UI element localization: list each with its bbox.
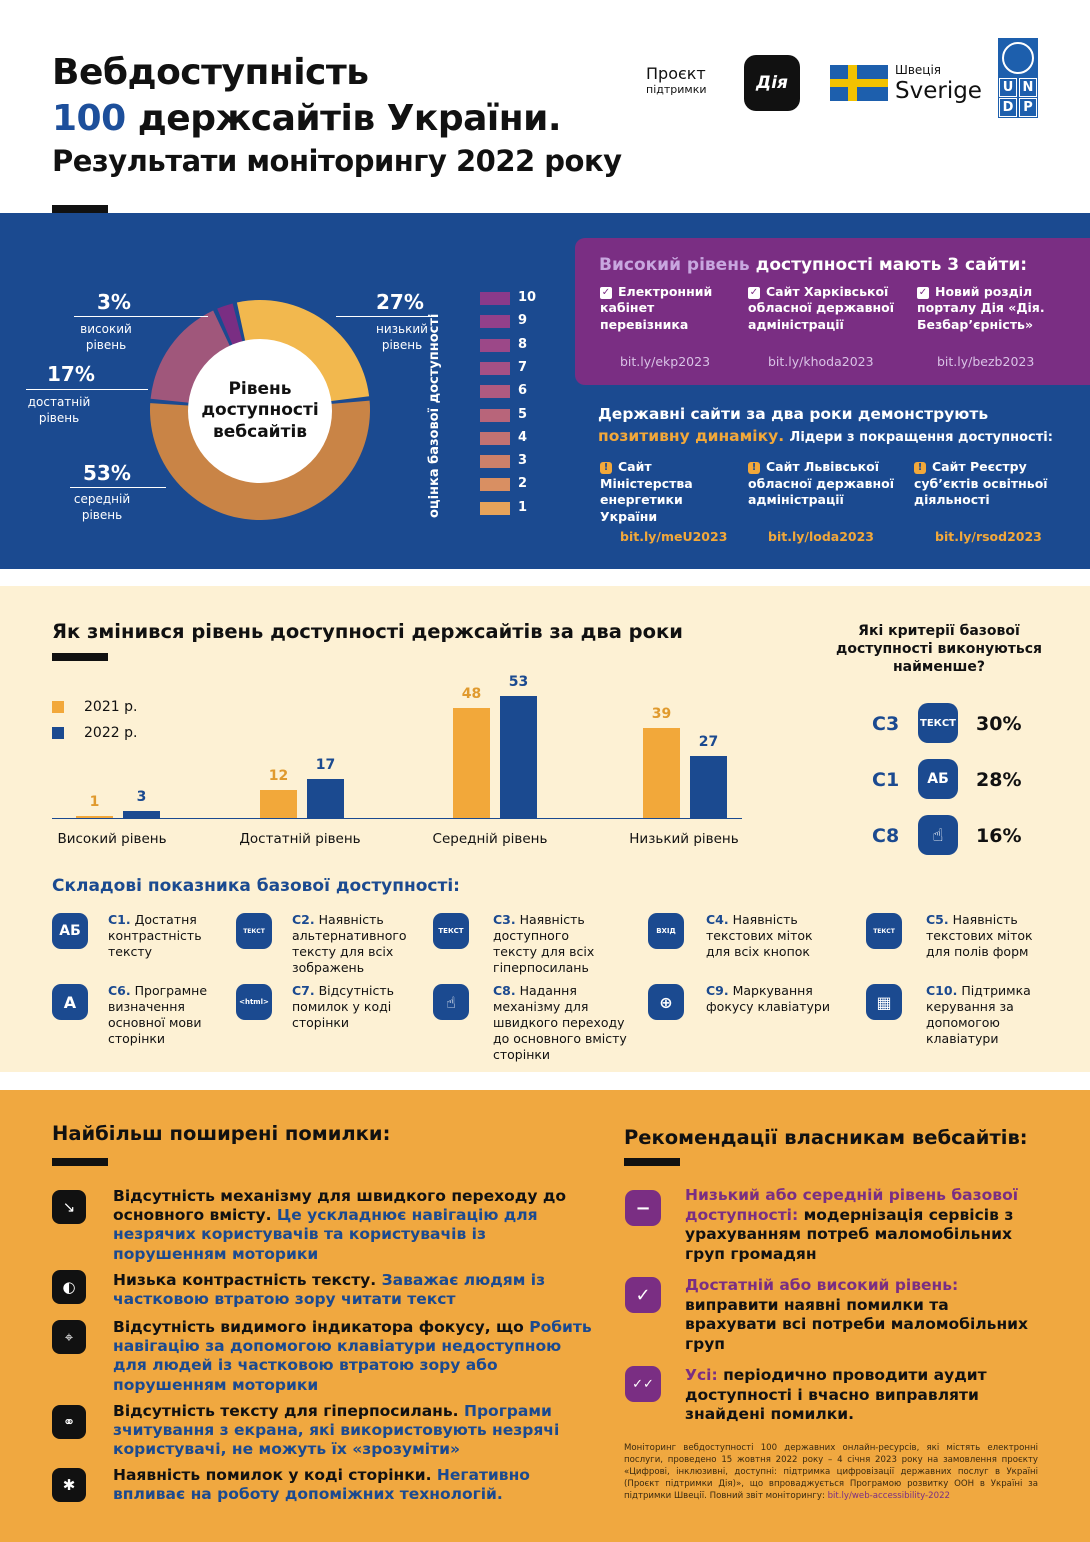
- warning-icon: !: [600, 462, 612, 474]
- component-code: C10.: [926, 983, 958, 998]
- scale-swatch: [480, 432, 510, 445]
- component-item: [108, 912, 218, 960]
- scale-swatch: [480, 292, 510, 305]
- title-line-2: [52, 98, 561, 139]
- legend-swatch-2021: [52, 701, 64, 713]
- scale-swatch: [480, 339, 510, 352]
- leader-line: [336, 316, 432, 317]
- project-label-main: Проєкт: [646, 64, 706, 83]
- component-code: C5.: [926, 912, 949, 927]
- chart-baseline: [52, 818, 742, 819]
- high-site-link[interactable]: bit.ly/khoda2023: [768, 354, 874, 369]
- errors-title: Найбільш поширені помилки:: [52, 1122, 391, 1145]
- component-code: C6.: [108, 983, 131, 998]
- undp-letter: P: [1019, 98, 1037, 117]
- error-explanation: Це ускладнює навігацію для незрячих користувачів та користувачів із порушенням моторики: [113, 1206, 538, 1263]
- donut-pct-medium: 53%: [83, 461, 131, 485]
- scale-swatch: [480, 385, 510, 398]
- scale-swatch: [480, 362, 510, 375]
- bar-2021: [260, 790, 297, 818]
- skip-link-icon: ↘: [52, 1190, 86, 1224]
- donut-label-sufficient: достатній рівень: [27, 395, 91, 425]
- scale-number: 4: [518, 429, 528, 445]
- section-underline: [52, 1158, 108, 1166]
- dynamics-title: [598, 404, 1053, 447]
- component-text: Підтримка керування за допомогою клавіатури: [926, 983, 1031, 1046]
- report-link[interactable]: bit.ly/web-accessibility-2022: [827, 1491, 951, 1502]
- scale-title: оцінка базової доступності: [427, 313, 442, 518]
- component-text: Програмне визначення основної мови сторінки: [108, 983, 208, 1046]
- section-underline: [52, 653, 108, 661]
- minus-icon: −: [625, 1190, 661, 1226]
- recommendation-item: [685, 1366, 1045, 1425]
- leader-site-item: [748, 459, 898, 509]
- donut-label-low: низький рівень: [376, 322, 428, 352]
- donut-label-high: високий рівень: [80, 322, 132, 352]
- criteria-code: C3: [872, 713, 900, 735]
- error-bold: Наявність помилок у коді сторінки.: [113, 1466, 432, 1484]
- warning-icon: !: [914, 462, 926, 474]
- project-label-sub: підтримки: [646, 83, 707, 96]
- sweden-label-big: Sverige: [895, 78, 982, 104]
- leader-line: [70, 487, 166, 488]
- footnote-text: Моніторинг вебдоступності 100 державних онлайн-ресурсів, які містять електронні послуги, проведено 15 жовтня 2022 року – 4 січня 2023 року на замовлення проєкту «Цифрові, інклюзивні, доступні: підтримка цифровізації державних послуг в Україні (Проєкт підтримки Дія)», що впроваджується Програмою розвитку ООН в Україні за підтримки Швеції. Повний звіт моніторингу:: [624, 1443, 1038, 1502]
- recommendation-text: періодично проводити аудит доступності і вчасно виправляти знайдені помилки.: [685, 1366, 987, 1424]
- category-label: Високий рівень: [57, 831, 167, 847]
- high-level-title-rest: доступності мають 3 сайти:: [755, 255, 1028, 275]
- error-explanation: Робить навігацію за допомогою клавіатури недоступною для людей із частковою втратою зору або порушенням моторики: [113, 1318, 592, 1394]
- sweden-label-small: Швеція: [895, 63, 942, 77]
- leader-site-text: Сайт Реєстру суб’єктів освітньої діяльності: [914, 459, 1048, 507]
- bar-2022: [123, 811, 160, 818]
- form-field-label-icon: ТЕКСТ: [866, 913, 902, 949]
- scale-number: 10: [518, 290, 537, 305]
- contrast-letters-icon: АБ: [918, 759, 958, 799]
- legend-swatch-2022: [52, 727, 64, 739]
- high-site-text: Сайт Харківської обласної державної адміністрації: [748, 284, 894, 332]
- check-icon: ✓: [918, 287, 928, 298]
- recommendation-text: модернізація сервісів з урахуванням потреб маломобільних груп громадян: [685, 1205, 1014, 1263]
- title-line-1: Вебдоступність: [52, 52, 369, 93]
- component-text: Відсутність помилок у коді сторінки: [292, 983, 395, 1030]
- scale-swatch: [480, 478, 510, 491]
- donut-center-label: Рівень доступності вебсайтів: [188, 339, 332, 483]
- component-text: Наявність текстових міток для всіх кнопок: [706, 912, 813, 959]
- leader-line: [74, 316, 208, 317]
- component-code: C3.: [493, 912, 516, 927]
- criteria-code: C1: [872, 769, 900, 791]
- pointer-hand-icon: ☝: [433, 984, 469, 1020]
- dynamics-title-b: Лідери з покращення доступності:: [789, 429, 1053, 445]
- bar-value-label: 53: [508, 674, 529, 690]
- criteria-question: Які критерії базової доступності виконуються найменше?: [836, 623, 1042, 676]
- criteria-pct: 28%: [976, 769, 1022, 791]
- recommendation-level: Достатній або високий рівень:: [685, 1276, 959, 1294]
- bar-2021: [643, 728, 680, 818]
- component-text: Надання механізму для швидкого переходу до основного вмісту сторінки: [493, 983, 627, 1062]
- high-level-title-highlight: Високий рівень: [599, 255, 750, 275]
- scale-swatch: [480, 502, 510, 515]
- leader-site-link[interactable]: bit.ly/meU2023: [620, 529, 728, 544]
- recommendation-level: Усі:: [685, 1366, 718, 1384]
- diia-logo: Дія: [744, 55, 800, 111]
- recommendation-level: Низький або середній рівень базової доступності:: [685, 1186, 1019, 1224]
- error-bold: Відсутність видимого індикатора фокусу, що: [113, 1318, 524, 1336]
- check-icon: ✓: [749, 287, 759, 298]
- bar-value-label: 3: [136, 789, 147, 806]
- bar-value-label: 1: [89, 793, 100, 810]
- bar-value-label: 27: [698, 733, 719, 750]
- keyboard-icon: ▦: [866, 984, 902, 1020]
- scale-swatch: [480, 409, 510, 422]
- legend-label-2021: 2021 р.: [84, 699, 138, 715]
- bar-value-label: 48: [461, 685, 482, 702]
- category-label: Низький рівень: [629, 831, 739, 847]
- title-underline: [52, 205, 108, 213]
- component-item: [292, 912, 422, 976]
- leader-site-link[interactable]: bit.ly/loda2023: [768, 529, 874, 544]
- recommendations-title: Рекомендації власникам вебсайтів:: [624, 1126, 1028, 1149]
- undp-letter: D: [999, 98, 1017, 117]
- scale-number: 6: [518, 383, 528, 399]
- dynamics-title-a: Державні сайти за два роки демонструють: [598, 405, 989, 423]
- warning-icon: !: [748, 462, 760, 474]
- text-tag-icon: ТЕКСТ: [918, 703, 958, 743]
- hyperlink-icon: ⚭: [52, 1405, 86, 1439]
- high-site-text: Новий розділ порталу Дія «Дія. Безбар’єрність»: [917, 284, 1045, 332]
- language-letter-icon: A: [52, 984, 88, 1020]
- components-title: Складові показника базової доступності:: [52, 876, 460, 896]
- leader-site-item: [914, 459, 1054, 509]
- pointer-hand-icon: ☝: [918, 815, 958, 855]
- high-site-item: [917, 284, 1057, 333]
- criteria-code: C8: [872, 825, 900, 847]
- title-number: 100: [52, 98, 126, 139]
- donut-label-medium: середній рівень: [73, 492, 131, 522]
- component-code: C8.: [493, 983, 516, 998]
- leader-site-text: Сайт Львівської обласної державної адміністрації: [748, 459, 894, 507]
- error-item: [113, 1402, 593, 1460]
- dynamics-title-highlight: позитивну динаміку.: [598, 426, 785, 445]
- scale-number: 8: [518, 336, 528, 352]
- bar-2022: [307, 779, 344, 818]
- error-item: [113, 1271, 593, 1309]
- keyboard-focus-icon: ⊕: [648, 984, 684, 1020]
- change-title: Як змінився рівень доступності держсайтів за два роки: [52, 620, 683, 643]
- recommendation-text: виправити наявні помилки та врахувати всі потреби маломобільних груп: [685, 1295, 1029, 1353]
- high-site-item: [748, 284, 898, 333]
- error-item: [113, 1318, 593, 1395]
- error-explanation: Негативно впливає на роботу допоміжних технологій.: [113, 1466, 530, 1504]
- component-text: Маркування фокусу клавіатури: [706, 983, 830, 1014]
- error-item: [113, 1187, 593, 1264]
- scale-number: 2: [518, 476, 528, 492]
- button-label-icon: ВХІД: [648, 913, 684, 949]
- component-item: [292, 983, 402, 1031]
- bar-value-label: 39: [651, 706, 672, 723]
- leader-site-item: [600, 459, 730, 525]
- code-bug-icon: ✱: [52, 1468, 86, 1502]
- sweden-flag-icon: [830, 65, 888, 101]
- image-alt-text-icon: ТЕКСТ: [236, 913, 272, 949]
- component-item: [493, 912, 613, 976]
- donut-pct-sufficient: 17%: [47, 362, 95, 386]
- contrast-icon: ◐: [52, 1270, 86, 1304]
- un-emblem-icon: [1002, 42, 1034, 74]
- bar-value-label: 17: [315, 756, 336, 773]
- bar-2021: [453, 708, 490, 818]
- leader-site-text: Сайт Міністерства енергетики України: [600, 459, 693, 524]
- component-item: [706, 912, 836, 960]
- scale-number: 9: [518, 313, 528, 329]
- component-code: C2.: [292, 912, 315, 927]
- bar-2022: [690, 756, 727, 818]
- component-text: Наявність альтернативного тексту для всіх зображень: [292, 912, 407, 975]
- recommendation-item: [685, 1276, 1045, 1354]
- component-code: C1.: [108, 912, 131, 927]
- page-subtitle: Результати моніторингу 2022 року: [52, 144, 622, 178]
- component-text: Достатня контрастність тексту: [108, 912, 202, 959]
- criteria-pct: 16%: [976, 825, 1022, 847]
- check-icon: ✓: [625, 1277, 661, 1313]
- donut-pct-low: 27%: [376, 290, 424, 314]
- component-item: [926, 912, 1046, 960]
- high-site-link[interactable]: bit.ly/ekp2023: [620, 354, 711, 369]
- html-code-icon: <html>: [236, 984, 272, 1020]
- footnote: [624, 1442, 1038, 1502]
- category-label: Достатній рівень: [239, 831, 361, 847]
- component-code: C7.: [292, 983, 315, 998]
- leader-line: [26, 389, 148, 390]
- scale-number: 3: [518, 453, 528, 469]
- scale-number: 7: [518, 359, 528, 375]
- category-label: Середній рівень: [432, 831, 548, 847]
- high-site-item: [600, 284, 740, 333]
- component-text: Наявність доступного тексту для всіх гіперпосилань: [493, 912, 595, 975]
- focus-indicator-icon: ⌖: [52, 1320, 86, 1354]
- bar-value-label: 12: [268, 768, 289, 785]
- legend-label-2022: 2022 р.: [84, 725, 138, 741]
- error-bold: Відсутність механізму для швидкого переходу до основного вмісту.: [113, 1187, 566, 1225]
- error-explanation: Заважає людям із частковою втратою зору читати текст: [113, 1271, 546, 1309]
- recommendation-item: [685, 1186, 1045, 1264]
- bar-2022: [500, 696, 537, 818]
- scale-number: 5: [518, 406, 528, 422]
- criteria-pct: 30%: [976, 713, 1022, 735]
- high-site-link[interactable]: bit.ly/bezb2023: [937, 354, 1035, 369]
- donut-pct-high: 3%: [97, 290, 131, 314]
- error-item: [113, 1466, 593, 1504]
- error-bold: Низька контрастність тексту.: [113, 1271, 377, 1289]
- title-line-2-rest: держсайтів України.: [137, 98, 562, 139]
- project-label: [646, 66, 706, 95]
- double-check-icon: ✓✓: [625, 1366, 661, 1402]
- undp-logo: [998, 38, 1038, 118]
- component-item: [706, 983, 846, 1015]
- scale-number: 1: [518, 499, 528, 515]
- undp-letter: N: [1019, 78, 1037, 97]
- link-text-icon: ТЕКСТ: [433, 913, 469, 949]
- error-explanation: Програми зчитування з екрана, які використовують незрячі користувачі, не можуть їх «зрозуміти»: [113, 1402, 560, 1459]
- high-level-title: [599, 255, 1027, 275]
- component-item: [493, 983, 638, 1063]
- section-underline: [624, 1158, 680, 1166]
- component-item: [926, 983, 1041, 1047]
- error-bold: Відсутність тексту для гіперпосилань.: [113, 1402, 459, 1420]
- scale-swatch: [480, 455, 510, 468]
- scale-swatch: [480, 315, 510, 328]
- contrast-letters-icon: АБ: [52, 913, 88, 949]
- component-item: [108, 983, 220, 1047]
- undp-letter: U: [999, 78, 1017, 97]
- high-site-text: Електронний кабінет перевізника: [600, 284, 713, 332]
- check-icon: ✓: [601, 287, 611, 298]
- component-code: C4.: [706, 912, 729, 927]
- leader-site-link[interactable]: bit.ly/rsod2023: [935, 529, 1042, 544]
- component-code: C9.: [706, 983, 729, 998]
- component-text: Наявність текстових міток для полів форм: [926, 912, 1033, 959]
